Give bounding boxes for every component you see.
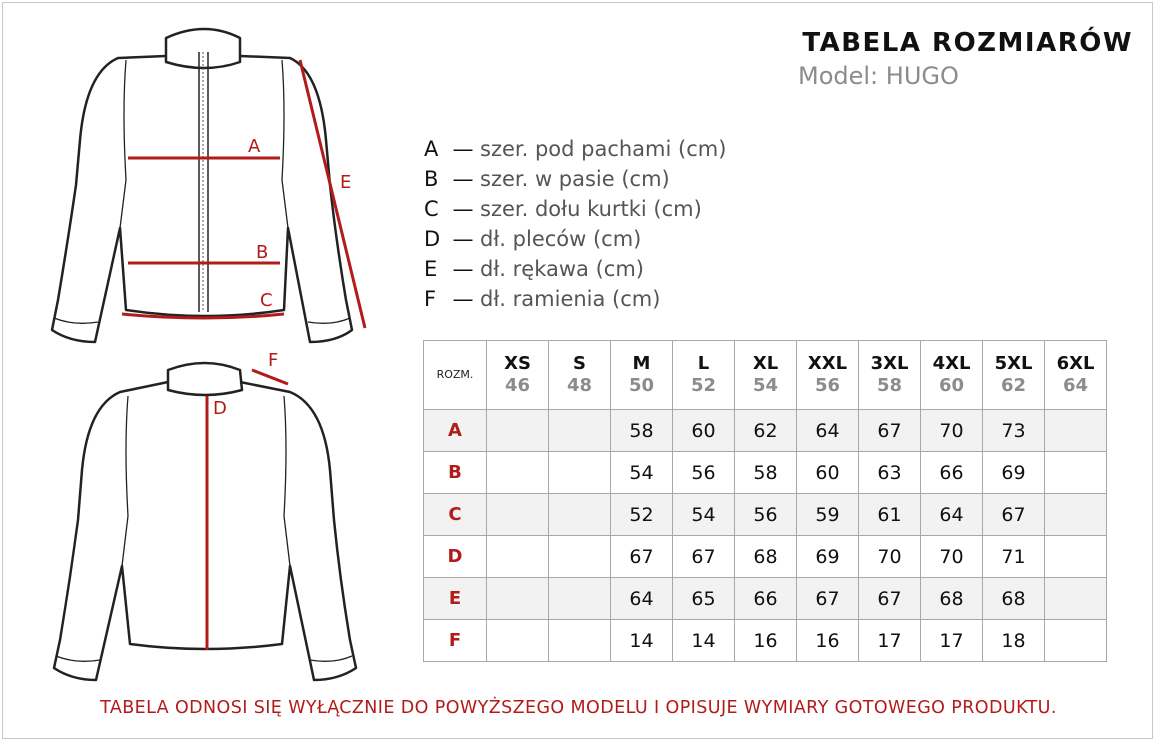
label-c: C — [260, 290, 273, 311]
size-header-cell — [921, 341, 983, 410]
row-key-cell: E — [424, 578, 487, 620]
size-header-cell — [673, 341, 735, 410]
size-header-cell — [549, 341, 611, 410]
legend-key: D — [424, 227, 441, 251]
table-cell — [549, 578, 611, 620]
table-cell: 69 — [797, 536, 859, 578]
size-name: 5XL — [994, 353, 1033, 374]
legend-item — [424, 164, 726, 194]
legend-item — [424, 254, 726, 284]
legend-key: C — [424, 197, 439, 221]
table-cell: 60 — [797, 452, 859, 494]
table-cell — [1045, 578, 1107, 620]
legend-text: dł. ramienia (cm) — [480, 287, 661, 311]
size-header-cell — [735, 341, 797, 410]
label-b: B — [256, 242, 269, 263]
legend-item — [424, 194, 726, 224]
table-cell — [487, 578, 549, 620]
row-key-cell: F — [424, 620, 487, 662]
table-cell: 67 — [859, 578, 921, 620]
table-corner-label: ROZM. — [424, 341, 487, 410]
legend-item — [424, 284, 726, 314]
table-cell — [1045, 494, 1107, 536]
table-cell: 69 — [983, 452, 1045, 494]
table-cell: 70 — [921, 410, 983, 452]
legend-dash: — — [452, 227, 474, 251]
size-name: XXL — [807, 353, 848, 374]
size-number: 48 — [566, 375, 593, 396]
jacket-back-illustration — [54, 363, 356, 680]
table-cell: 66 — [735, 578, 797, 620]
table-cell: 61 — [859, 494, 921, 536]
size-name: L — [697, 353, 710, 374]
table-cell: 66 — [921, 452, 983, 494]
table-cell: 67 — [797, 578, 859, 620]
legend-text: szer. pod pachami (cm) — [480, 137, 727, 161]
table-cell: 68 — [921, 578, 983, 620]
table-cell: 68 — [735, 536, 797, 578]
size-number: 64 — [1062, 375, 1089, 396]
table-row — [424, 620, 1107, 662]
size-number: 52 — [690, 375, 717, 396]
table-cell: 14 — [673, 620, 735, 662]
label-e: E — [340, 172, 352, 193]
table-cell — [549, 536, 611, 578]
table-row — [424, 494, 1107, 536]
legend-dash: — — [452, 197, 474, 221]
jacket-front-illustration — [52, 29, 352, 342]
footer-disclaimer: TABELA ODNOSI SIĘ WYŁĄCZNIE DO POWYŻSZEGO MODELU I OPISUJE WYMIARY GOTOWEGO PRODUKTU. — [100, 698, 1057, 718]
measurement-legend — [424, 134, 726, 314]
size-number: 46 — [504, 375, 531, 396]
row-key-cell: B — [424, 452, 487, 494]
model-subtitle: Model: HUGO — [798, 62, 959, 90]
table-cell — [1045, 620, 1107, 662]
table-cell: 70 — [859, 536, 921, 578]
table-row — [424, 452, 1107, 494]
size-name: S — [573, 353, 586, 374]
table-cell: 62 — [735, 410, 797, 452]
jacket-drawings — [0, 0, 420, 690]
table-cell — [549, 410, 611, 452]
table-cell: 71 — [983, 536, 1045, 578]
measure-line-f — [252, 370, 288, 384]
table-cell: 64 — [797, 410, 859, 452]
table-cell: 58 — [735, 452, 797, 494]
size-header-row — [424, 341, 1107, 410]
table-cell — [487, 452, 549, 494]
table-cell: 58 — [611, 410, 673, 452]
legend-item — [424, 224, 726, 254]
legend-key: F — [424, 287, 437, 311]
table-cell: 73 — [983, 410, 1045, 452]
table-cell: 17 — [859, 620, 921, 662]
label-f: F — [268, 350, 279, 371]
legend-dash: — — [452, 287, 474, 311]
row-key-cell: A — [424, 410, 487, 452]
size-name: XS — [504, 353, 531, 374]
table-cell — [487, 494, 549, 536]
table-cell: 67 — [673, 536, 735, 578]
table-cell: 67 — [611, 536, 673, 578]
size-header-cell — [859, 341, 921, 410]
size-number: 50 — [628, 375, 655, 396]
table-cell: 59 — [797, 494, 859, 536]
table-cell: 54 — [673, 494, 735, 536]
legend-dash: — — [452, 137, 474, 161]
table-cell: 18 — [983, 620, 1045, 662]
table-cell: 65 — [673, 578, 735, 620]
table-cell: 16 — [797, 620, 859, 662]
legend-text: dł. pleców (cm) — [480, 227, 642, 251]
size-number: 56 — [814, 375, 841, 396]
table-cell: 56 — [673, 452, 735, 494]
table-cell: 63 — [859, 452, 921, 494]
legend-text: dł. rękawa (cm) — [480, 257, 644, 281]
size-name: 4XL — [932, 353, 971, 374]
table-cell — [549, 620, 611, 662]
table-cell — [487, 410, 549, 452]
table-cell: 17 — [921, 620, 983, 662]
table-cell: 67 — [983, 494, 1045, 536]
size-number: 54 — [752, 375, 779, 396]
legend-item — [424, 134, 726, 164]
size-header-cell — [983, 341, 1045, 410]
table-cell — [487, 620, 549, 662]
size-table-body — [424, 410, 1107, 662]
size-header-cell — [1045, 341, 1107, 410]
legend-text: szer. dołu kurtki (cm) — [480, 197, 702, 221]
row-key-cell: D — [424, 536, 487, 578]
legend-key: A — [424, 137, 439, 161]
size-name: 3XL — [870, 353, 909, 374]
table-cell: 52 — [611, 494, 673, 536]
table-cell: 60 — [673, 410, 735, 452]
table-cell — [487, 536, 549, 578]
table-row — [424, 536, 1107, 578]
size-header-cell — [797, 341, 859, 410]
table-cell — [549, 452, 611, 494]
label-a: A — [248, 136, 261, 157]
table-cell — [1045, 410, 1107, 452]
table-row — [424, 410, 1107, 452]
size-header-cell — [611, 341, 673, 410]
row-key-cell: C — [424, 494, 487, 536]
table-cell: 16 — [735, 620, 797, 662]
size-number: 62 — [1000, 375, 1027, 396]
table-row — [424, 578, 1107, 620]
table-cell — [1045, 452, 1107, 494]
table-cell: 70 — [921, 536, 983, 578]
page-title: TABELA ROZMIARÓW — [802, 28, 1133, 58]
label-d: D — [213, 398, 227, 419]
size-table — [423, 340, 1107, 662]
size-number: 58 — [876, 375, 903, 396]
size-name: XL — [752, 353, 779, 374]
table-cell: 64 — [611, 578, 673, 620]
legend-text: szer. w pasie (cm) — [480, 167, 670, 191]
legend-key: E — [424, 257, 438, 281]
size-name: 6XL — [1056, 353, 1095, 374]
table-cell: 68 — [983, 578, 1045, 620]
table-cell: 14 — [611, 620, 673, 662]
front-measure-lines — [122, 60, 365, 328]
size-header-cell — [487, 341, 549, 410]
table-cell: 64 — [921, 494, 983, 536]
table-cell: 67 — [859, 410, 921, 452]
legend-dash: — — [452, 257, 474, 281]
legend-dash: — — [452, 167, 474, 191]
table-cell — [1045, 536, 1107, 578]
size-number: 60 — [938, 375, 965, 396]
size-name: M — [632, 353, 651, 374]
table-cell: 54 — [611, 452, 673, 494]
measure-line-e — [300, 60, 365, 328]
legend-key: B — [424, 167, 439, 191]
table-cell: 56 — [735, 494, 797, 536]
table-cell — [549, 494, 611, 536]
